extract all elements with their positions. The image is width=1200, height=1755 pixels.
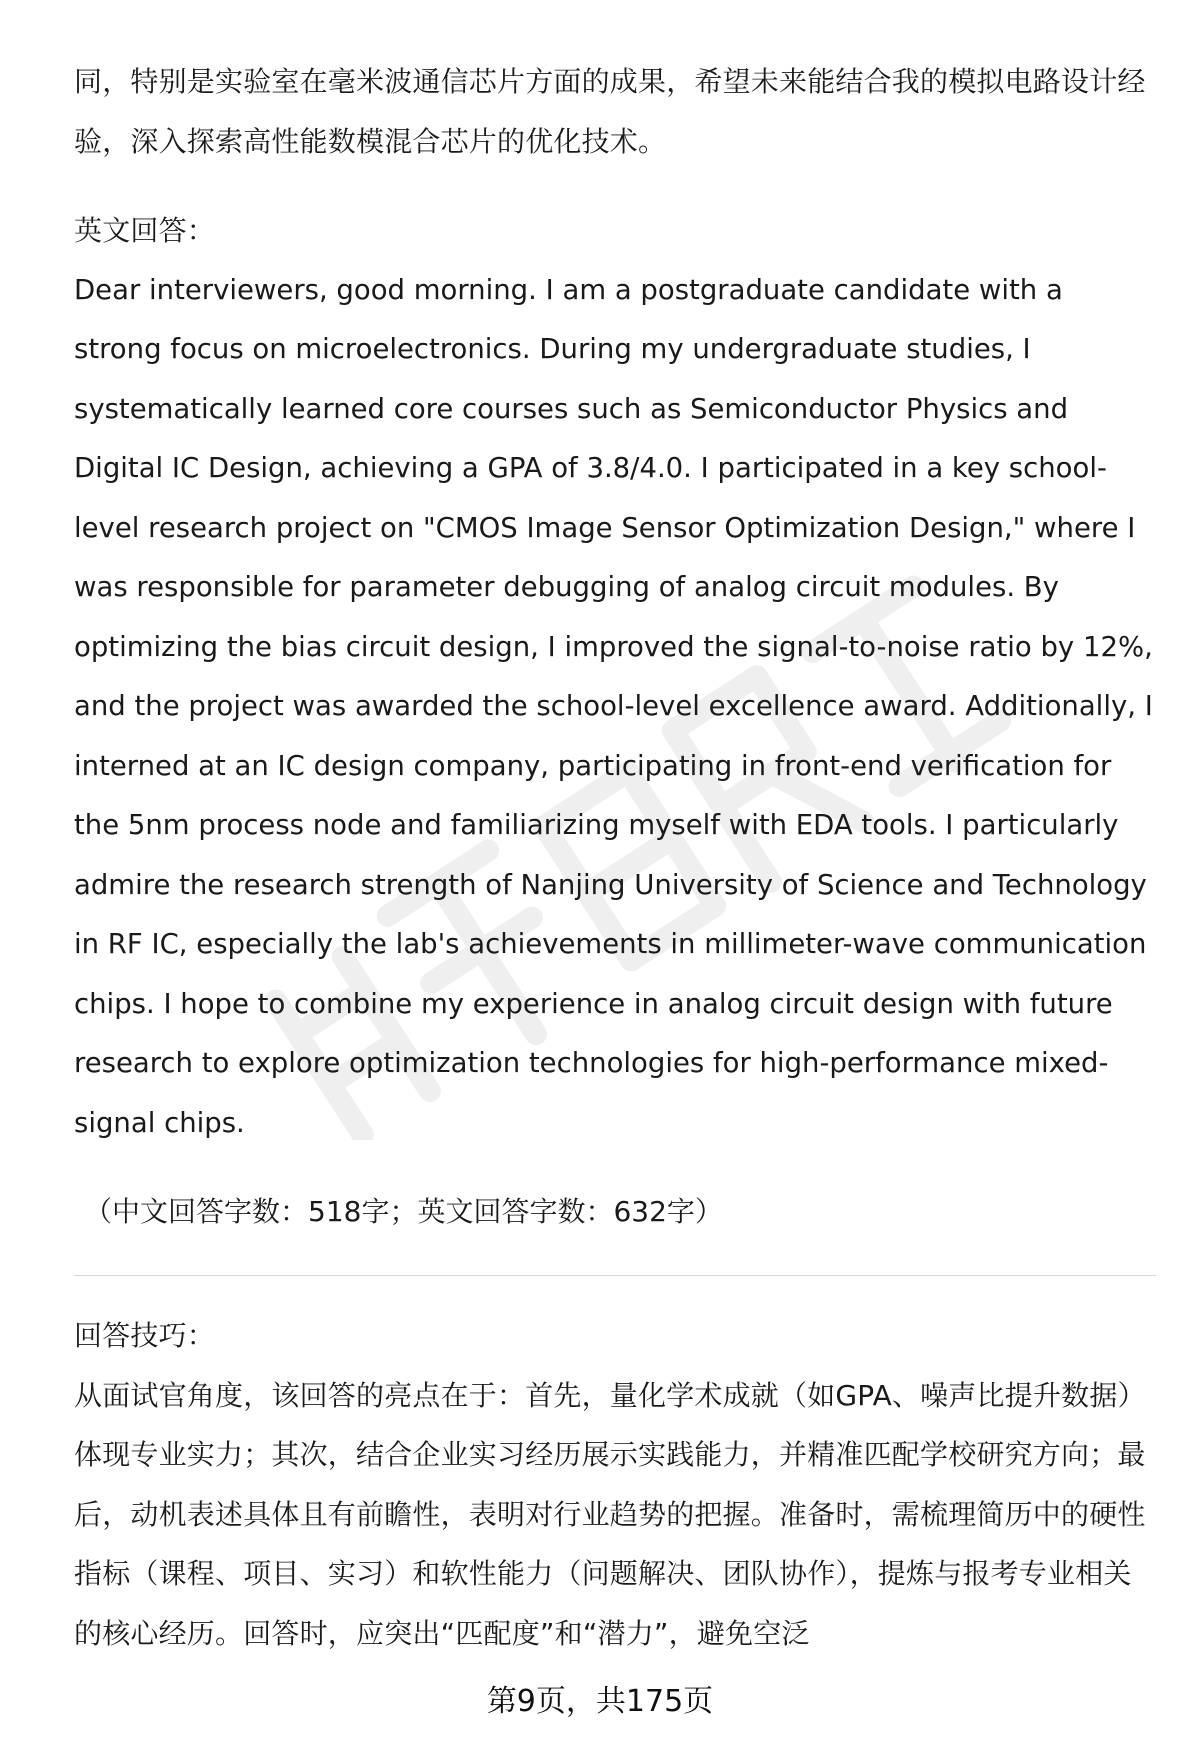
document-page: [74, 52, 1156, 1663]
page-footer: 第9页，共175页: [486, 1684, 714, 1719]
tips-paragraph: 从面试官角度，该回答的亮点在于：首先，量化学术成就（如GPA、噪声比提升数据）体现专业实力；其次，结合企业实习经历展示实践能力，并精准匹配学校研究方向；最后，动机表述具体且有前瞻性，表明对行业趋势的把握。准备时，需梳理简历中的硬性指标（课程、项目、实习）和软性能力（问题解决、团队协作），提炼与报考专业相关的核心经历。回答时，应突出“匹配度”和“潜力”，避免空泛: [74, 1378, 1146, 1650]
tips-heading: 回答技巧：: [74, 1319, 216, 1352]
section-divider: [74, 1275, 1156, 1276]
word-count-note: （中文回答字数：518字；英文回答字数：632字）: [84, 1195, 723, 1228]
english-answer-paragraph: Dear interviewers, good morning. I am a postgraduate candidate with a strong focus on microelectronics. During my undergraduate studies, I systematically learned core courses such as Semiconductor Physics and Digital IC Design, achieving a GPA of 3.8/4.0. I participated in a key school-level research project on "CMOS Image Sensor Optimization Design," where I was responsible for parameter debugging of analog circuit modules. By optimizing the bias circuit design, I improved the signal-to-noise ratio by 12%, and the project was awarded the school-level excellence award. Additionally, I interned at an IC design company, participating in front-end verification for the 5nm process node and familiarizing myself with EDA tools. I particularly admire the research strength of Nanjing University of Science and Technology in RF IC, especially the lab's achievements in millimeter-wave communication chips. I hope to combine my experience in analog circuit design with future research to explore optimization technologies for high-performance mixed-signal chips.: [74, 273, 1153, 1139]
english-answer-heading: 英文回答：: [74, 214, 216, 247]
intro-continuation-paragraph: 同，特别是实验室在毫米波通信芯片方面的成果，希望未来能结合我的模拟电路设计经验，深入探索高性能数模混合芯片的优化技术。: [74, 65, 1146, 158]
